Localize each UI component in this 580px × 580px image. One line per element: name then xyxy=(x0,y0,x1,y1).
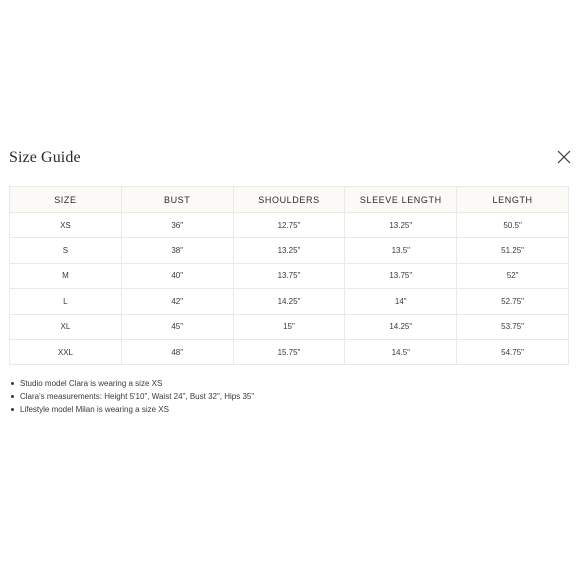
cell-shoulders: 15.75" xyxy=(233,339,345,364)
size-guide-title: Size Guide xyxy=(9,149,81,166)
list-item: Lifestyle model Milan is wearing a size XS xyxy=(9,403,254,416)
header-bust: BUST xyxy=(121,187,233,213)
cell-shoulders: 13.75" xyxy=(233,263,345,288)
cell-sleeve-length: 13.5" xyxy=(345,238,457,263)
cell-shoulders: 13.25" xyxy=(233,238,345,263)
table-row xyxy=(10,289,569,314)
size-table xyxy=(9,186,569,365)
header-sleeve-length: SLEEVE LENGTH xyxy=(345,187,457,213)
cell-sleeve-length: 14.5" xyxy=(345,339,457,364)
cell-size: M xyxy=(10,263,122,288)
cell-sleeve-length: 14.25" xyxy=(345,314,457,339)
table-row xyxy=(10,238,569,263)
cell-length: 50.5" xyxy=(457,213,569,238)
cell-bust: 38" xyxy=(121,238,233,263)
cell-length: 52" xyxy=(457,263,569,288)
cell-shoulders: 12.75" xyxy=(233,213,345,238)
cell-length: 53.75" xyxy=(457,314,569,339)
cell-sleeve-length: 13.25" xyxy=(345,213,457,238)
list-item: Studio model Clara is wearing a size XS xyxy=(9,377,254,390)
close-button[interactable] xyxy=(556,149,572,165)
list-item: Clara's measurements: Height 5'10", Waist 24", Bust 32", Hips 35" xyxy=(9,390,254,403)
table-row xyxy=(10,339,569,364)
header-length: LENGTH xyxy=(457,187,569,213)
cell-length: 54.75" xyxy=(457,339,569,364)
model-notes-list xyxy=(9,377,254,416)
cell-sleeve-length: 14" xyxy=(345,289,457,314)
cell-size: XL xyxy=(10,314,122,339)
header-shoulders: SHOULDERS xyxy=(233,187,345,213)
cell-bust: 45" xyxy=(121,314,233,339)
cell-bust: 40" xyxy=(121,263,233,288)
cell-shoulders: 14.25" xyxy=(233,289,345,314)
cell-size: S xyxy=(10,238,122,263)
cell-length: 52.75" xyxy=(457,289,569,314)
cell-size: XS xyxy=(10,213,122,238)
table-row xyxy=(10,213,569,238)
table-header-row xyxy=(10,187,569,213)
table-row xyxy=(10,314,569,339)
header-size: SIZE xyxy=(10,187,122,213)
cell-sleeve-length: 13.75" xyxy=(345,263,457,288)
cell-bust: 48" xyxy=(121,339,233,364)
cell-bust: 42" xyxy=(121,289,233,314)
cell-shoulders: 15" xyxy=(233,314,345,339)
cell-length: 51.25" xyxy=(457,238,569,263)
cell-size: XXL xyxy=(10,339,122,364)
cell-size: L xyxy=(10,289,122,314)
cell-bust: 36" xyxy=(121,213,233,238)
close-icon xyxy=(556,149,572,165)
table-row xyxy=(10,263,569,288)
